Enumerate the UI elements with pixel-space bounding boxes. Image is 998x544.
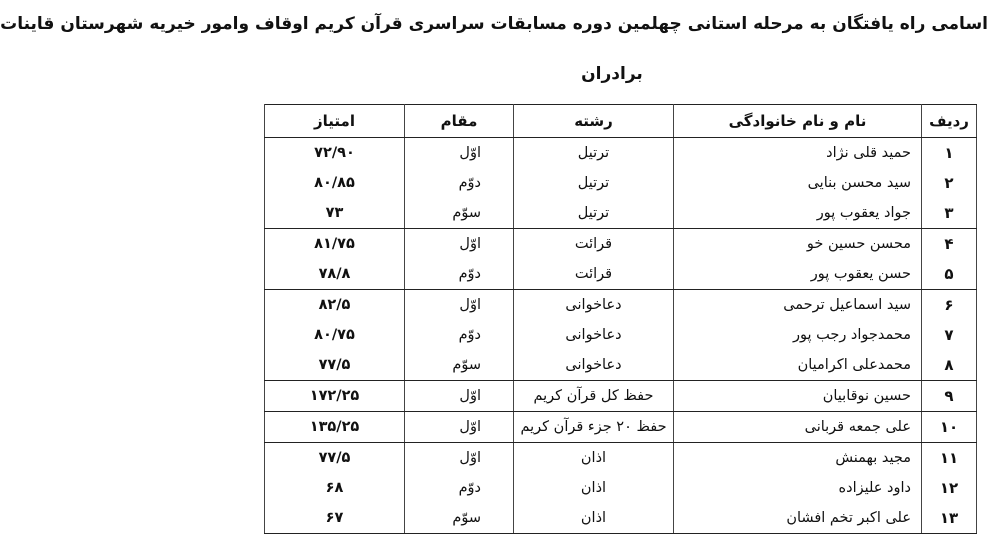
rank-cell: ۴: [922, 229, 977, 260]
name-cell: جواد یعقوب پور: [674, 198, 922, 229]
field-cell: حفظ کل قرآن کریم: [514, 381, 674, 412]
header-score: امتیاز: [265, 105, 405, 138]
table-row: [265, 168, 977, 198]
field-cell: ترتیل: [514, 138, 674, 169]
rank-cell: ۱۰: [922, 412, 977, 443]
table-row: [265, 138, 977, 169]
rank-cell: ۹: [922, 381, 977, 412]
header-name: نام و نام خانوادگی: [674, 105, 922, 138]
page-title: اسامی راه یافتگان به مرحله استانی چهلمین دوره مسابقات سراسری قرآن کریم اوقاف وامور خیریه شهرستان قاینات: [0, 14, 988, 34]
rank-cell: ۶: [922, 290, 977, 321]
field-cell: دعاخوانی: [514, 320, 674, 350]
place-cell: دوّم: [405, 168, 514, 198]
name-cell: حمید قلی نژاد: [674, 138, 922, 169]
rank-cell: ۱۳: [922, 503, 977, 534]
table-row: [265, 290, 977, 321]
table-row: [265, 198, 977, 229]
header-field: رشته: [514, 105, 674, 138]
score-cell: ۱۷۲/۲۵: [265, 381, 405, 412]
score-cell: ۸۲/۵: [265, 290, 405, 321]
header-rank: ردیف: [922, 105, 977, 138]
table-header-row: [265, 105, 977, 138]
name-cell: محمدجواد رجب پور: [674, 320, 922, 350]
field-cell: ترتیل: [514, 168, 674, 198]
place-cell: سوّم: [405, 503, 514, 534]
rank-cell: ۵: [922, 259, 977, 290]
rank-cell: ۳: [922, 198, 977, 229]
rank-cell: ۸: [922, 350, 977, 381]
table-row: [265, 259, 977, 290]
rank-cell: ۷: [922, 320, 977, 350]
score-cell: ۸۰/۷۵: [265, 320, 405, 350]
field-cell: ترتیل: [514, 198, 674, 229]
name-cell: محمدعلی اکرامیان: [674, 350, 922, 381]
place-cell: سوّم: [405, 350, 514, 381]
table-row: [265, 381, 977, 412]
section-subtitle: برادران: [581, 64, 643, 84]
table-row: [265, 350, 977, 381]
rank-cell: ۲: [922, 168, 977, 198]
rank-cell: ۱۲: [922, 473, 977, 503]
field-cell: حفظ ۲۰ جزء قرآن کریم: [514, 412, 674, 443]
field-cell: اذان: [514, 503, 674, 534]
table-row: [265, 443, 977, 474]
score-cell: ۷۳: [265, 198, 405, 229]
rank-cell: ۱: [922, 138, 977, 169]
table-row: [265, 229, 977, 260]
score-cell: ۶۸: [265, 473, 405, 503]
name-cell: مجید بهمنش: [674, 443, 922, 474]
name-cell: حسین نوقابیان: [674, 381, 922, 412]
header-place: مقام: [405, 105, 514, 138]
field-cell: قرائت: [514, 229, 674, 260]
rank-cell: ۱۱: [922, 443, 977, 474]
field-cell: دعاخوانی: [514, 350, 674, 381]
place-cell: اوّل: [405, 381, 514, 412]
score-cell: ۶۷: [265, 503, 405, 534]
score-cell: ۸۰/۸۵: [265, 168, 405, 198]
field-cell: دعاخوانی: [514, 290, 674, 321]
name-cell: سید محسن بنایی: [674, 168, 922, 198]
score-cell: ۱۳۵/۲۵: [265, 412, 405, 443]
score-cell: ۷۷/۵: [265, 350, 405, 381]
field-cell: قرائت: [514, 259, 674, 290]
place-cell: اوّل: [405, 138, 514, 169]
table-row: [265, 503, 977, 534]
table-row: [265, 412, 977, 443]
place-cell: دوّم: [405, 320, 514, 350]
score-cell: ۷۸/۸: [265, 259, 405, 290]
score-cell: ۷۲/۹۰: [265, 138, 405, 169]
score-cell: ۷۷/۵: [265, 443, 405, 474]
field-cell: اذان: [514, 443, 674, 474]
field-cell: اذان: [514, 473, 674, 503]
name-cell: حسن یعقوب پور: [674, 259, 922, 290]
place-cell: سوّم: [405, 198, 514, 229]
place-cell: دوّم: [405, 473, 514, 503]
name-cell: سید اسماعیل ترحمی: [674, 290, 922, 321]
score-cell: ۸۱/۷۵: [265, 229, 405, 260]
results-table: [264, 104, 977, 534]
name-cell: محسن حسین خو: [674, 229, 922, 260]
table-row: [265, 320, 977, 350]
place-cell: دوّم: [405, 259, 514, 290]
table-row: [265, 473, 977, 503]
name-cell: داود علیزاده: [674, 473, 922, 503]
name-cell: علی جمعه قربانی: [674, 412, 922, 443]
place-cell: اوّل: [405, 229, 514, 260]
name-cell: علی اکبر تخم افشان: [674, 503, 922, 534]
place-cell: اوّل: [405, 443, 514, 474]
place-cell: اوّل: [405, 290, 514, 321]
place-cell: اوّل: [405, 412, 514, 443]
